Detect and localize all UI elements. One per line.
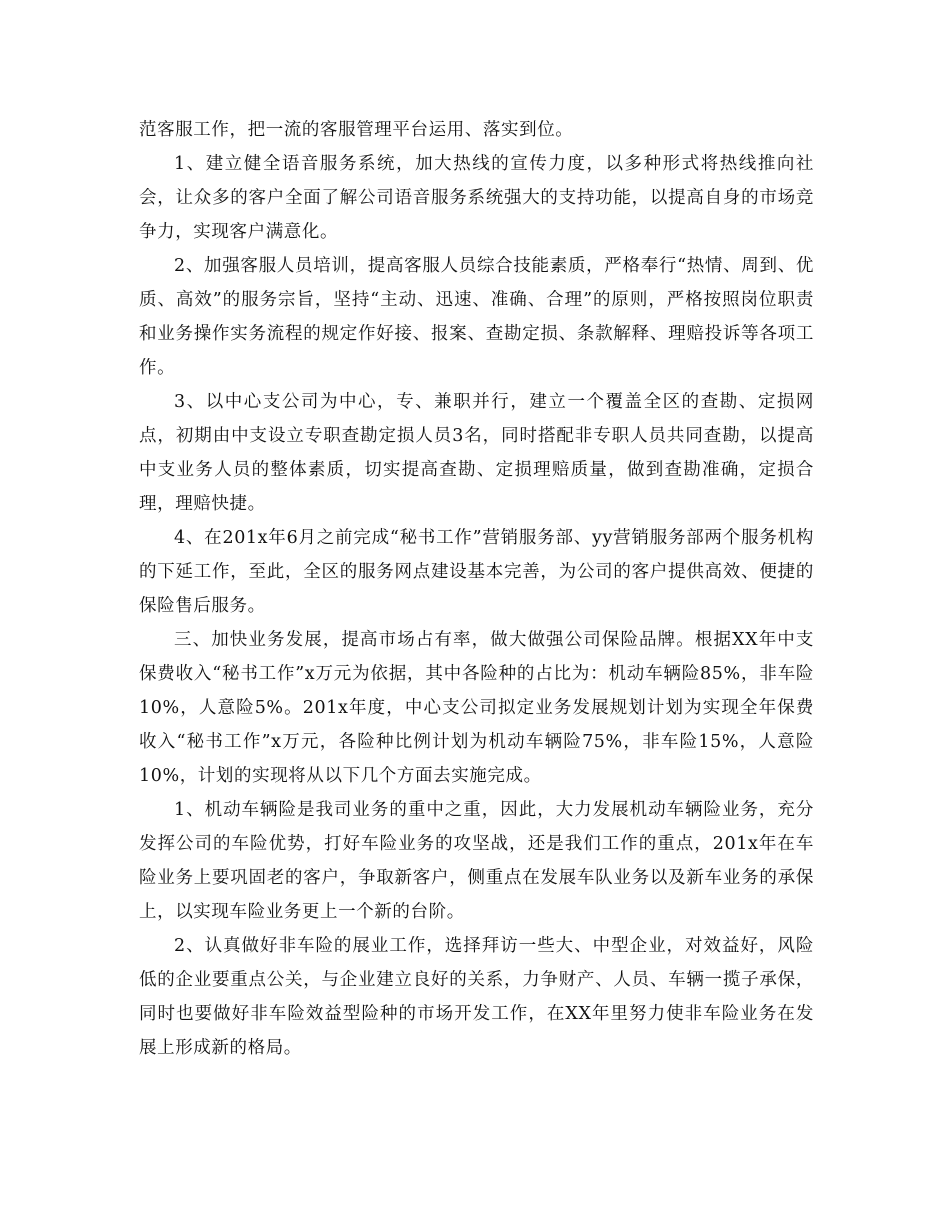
paragraph-motor-vehicle-insurance: 1、机动车辆险是我司业务的重中之重，因此，大力发展机动车辆险业务，充分发挥公司的车险优势，打好车险业务的攻坚战，还是我们工作的重点，201x年在车险业务上要巩固老的客户，争取新客户，侧重点在发展车队业务以及新车业务的承保上，以实现车险业务更上一个新的台阶。 bbox=[139, 800, 814, 922]
paragraph-service-outlets: 4、在201x年6月之前完成“秘书工作”营销服务部、yy营销服务部两个服务机构的下延工作，至此，全区的服务网点建设基本完善，为公司的客户提供高效、便捷的保险售后服务。 bbox=[139, 528, 814, 616]
paragraph-voice-service-system: 1、建立健全语音服务系统，加大热线的宣传力度，以多种形式将热线推向社会，让众多的客户全面了解公司语音服务系统强大的支持功能，以提高自身的市场竞争力，实现客户满意化。 bbox=[139, 154, 814, 242]
paragraph-business-development: 三、加快业务发展，提高市场占有率，做大做强公司保险品牌。根据XX年中支保费收入“秘书工作”x万元为依据，其中各险种的占比为：机动车辆险85%，非车险10%，人意险5%。201x年度，中心支公司拟定业务发展规划计划为实现全年保费收入“秘书工作”x万元，各险种比例计划为机动车辆险75%，非车险15%，人意险10%，计划的实现将从以下几个方面去实施完成。 bbox=[139, 630, 814, 786]
paragraph-survey-network: 3、以中心支公司为中心，专、兼职并行，建立一个覆盖全区的查勘、定损网点，初期由中支设立专职查勘定损人员3名，同时搭配非专职人员共同查勘，以提高中支业务人员的整体素质，切实提高查勘、定损理赔质量，做到查勘准确，定损合理，理赔快捷。 bbox=[139, 392, 814, 514]
paragraph-non-vehicle-insurance: 2、认真做好非车险的展业工作，选择拜访一些大、中型企业，对效益好，风险低的企业要重点公关，与企业建立良好的关系，力争财产、人员、车辆一揽子承保，同时也要做好非车险效益型险种的市场开发工作，在XX年里努力使非车险业务在发展上形成新的格局。 bbox=[139, 936, 814, 1058]
paragraph-staff-training: 2、加强客服人员培训，提高客服人员综合技能素质，严格奉行“热情、周到、优质、高效”的服务宗旨，坚持“主动、迅速、准确、合理”的原则，严格按照岗位职责和业务操作实务流程的规定作好接、报案、查勘定损、条款解释、理赔投诉等各项工作。 bbox=[139, 256, 814, 378]
paragraph-continuation: 范客服工作，把一流的客服管理平台运用、落实到位。 bbox=[139, 120, 574, 140]
document-page bbox=[139, 113, 814, 1065]
